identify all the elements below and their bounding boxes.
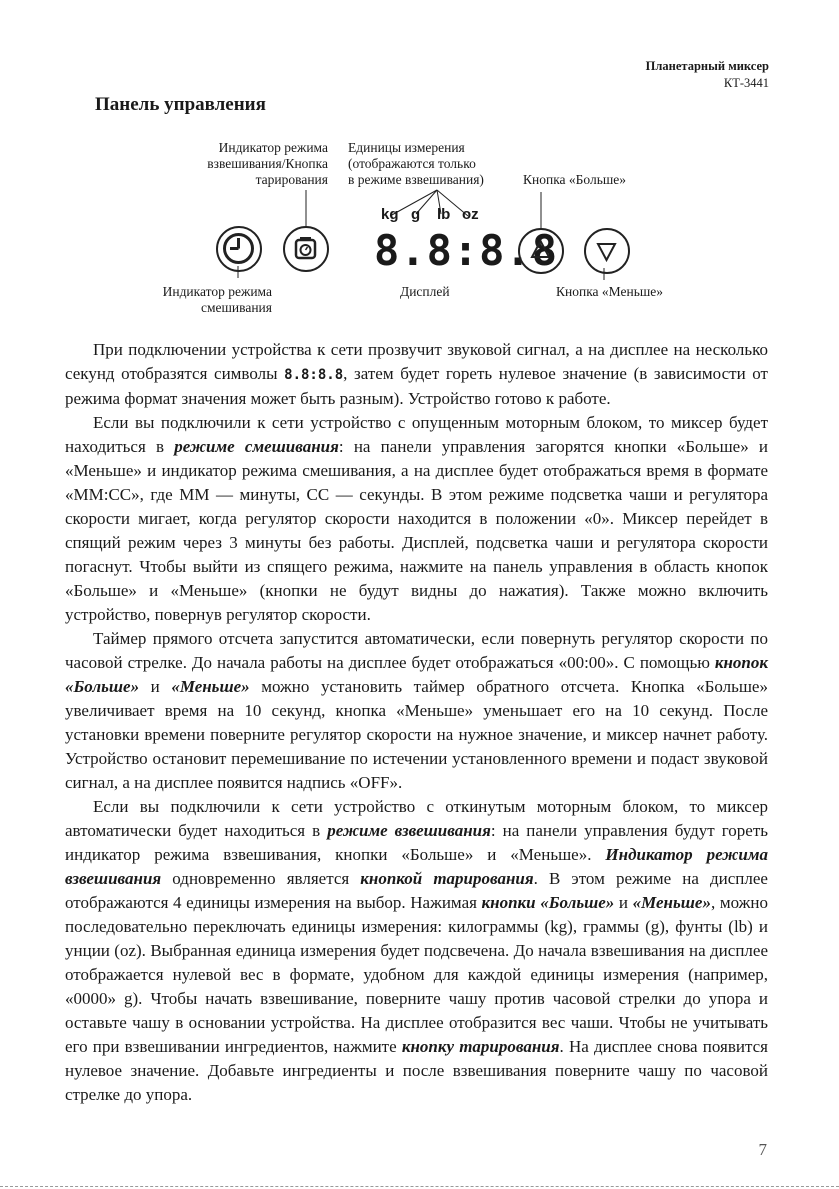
unit-lb: lb: [437, 206, 451, 223]
paragraph-power-on: При подключении устройства к сети прозвучит звуковой сигнал, а на дисплее на несколько секунд отобразятся символы 8.8:8.8, затем будет гореть нулевое значение (в зависимости от режима формат значения может быть разным). Устройство готово к работе.: [65, 340, 768, 408]
bottom-divider: [0, 1186, 839, 1187]
label-display: Дисплей: [400, 284, 450, 299]
page-number: 7: [758, 1140, 767, 1159]
paragraph-mixing-mode: Если вы подключили к сети устройство с опущенным моторным блоком, то миксер будет находиться в режиме смешивания: на панели управления загорятся кнопки «Больше» и «Меньше» и индикатор режима смешивания, а на дисплее будет отображаться время в формате «ММ:СС», где ММ — минуты, СС — секунды. В этом режиме подсветка чаши и регулятора скорости мигает, когда регулятор скорости находится в положении «0». Миксер перейдет в спящий режим через 3 минуты без работы. Дисплей, подсветка чаши и регулятора скорости погаснут. Чтобы выйти из спящего режима, нажмите на панель управления в область кнопок «Больше» и «Меньше» (кнопки не будут видны до нажатия). Также можно включить устройство, повернув регулятор скорости.: [65, 413, 769, 624]
unit-g: g: [411, 206, 421, 223]
label-mix-indicator: Индикатор режима смешивания: [162, 284, 272, 315]
timer-icon: [218, 228, 259, 269]
model-number: КТ-3441: [723, 76, 769, 90]
triangle-down-icon: [586, 230, 627, 271]
triangle-up-icon: [520, 230, 561, 271]
page-header: [646, 58, 769, 92]
more-button[interactable]: [518, 228, 564, 274]
label-less-button: Кнопка «Меньше»: [556, 284, 664, 299]
unit-kg: kg: [381, 206, 399, 223]
unit-oz: oz: [462, 206, 479, 223]
mix-mode-indicator: [216, 226, 262, 272]
display-symbols: 8.8:8.8: [284, 367, 344, 383]
product-name: Планетарный миксер: [645, 59, 769, 73]
section-title: Панель управления: [95, 94, 266, 115]
display: 8.8:8.8: [374, 226, 559, 275]
label-more-button: Кнопка «Больше»: [523, 172, 627, 187]
scale-icon: [285, 228, 326, 269]
paragraph-weighing-mode: Если вы подключили к сети устройство с откинутым моторным блоком, то миксер автоматически будет находиться в режиме взвешивания: на панели управления будут гореть индикатор режима взвешивания, кнопки «Больше» и «Меньше». Индикатор режима взвешивания одновременно является кнопкой тарирования. В этом режиме на дисплее отображаются 4 единицы измерения на выбор. Нажимая кнопки «Больше» и «Меньше», можно последовательно переключать единицы измерения: килограммы (kg), граммы (g), фунты (lb) и унции (oz). Выбранная единица измерения будет подсвечена. До начала взвешивания на дисплее отображается нулевой вес в формате, удобном для каждой единицы измерения (например, «0000» g). Чтобы начать взвешивание, поверните чашу против часовой стрелки до упора и оставьте чашу в основании устройства. На дисплее отобразится вес чаши. Чтобы не учитывать его при взвешивании ингредиентов, нажмите кнопку тарирования. На дисплее снова появится нулевое значение. Добавьте ингредиенты и после взвешивания поверните чашу по часовой стрелке до упора.: [65, 797, 769, 1104]
control-panel-diagram: [0, 130, 839, 330]
label-weigh-indicator: Индикатор режима взвешивания/Кнопка тарирования: [207, 140, 328, 187]
tare-button[interactable]: [283, 226, 329, 272]
less-button[interactable]: [584, 228, 630, 274]
label-units: Единицы измерения (отображаются только в режиме взвешивания): [348, 140, 484, 187]
body-text: [65, 338, 768, 1107]
paragraph-timer: Таймер прямого отсчета запустится автоматически, если повернуть регулятор скорости по часовой стрелке. До начала работы на дисплее будет отображаться «00:00». С помощью кнопок «Больше» и «Меньше» можно установить таймер обратного отсчета. Кнопка «Больше» увеличивает время на 10 секунд, кнопка «Меньше» уменьшает его на 10 секунд. После установки времени поверните регулятор скорости на нужное значение, и миксер начнет работу. Устройство остановит перемешивание по истечении установленного времени и подаст звуковой сигнал, а на дисплее появится надпись «OFF».: [65, 629, 768, 792]
